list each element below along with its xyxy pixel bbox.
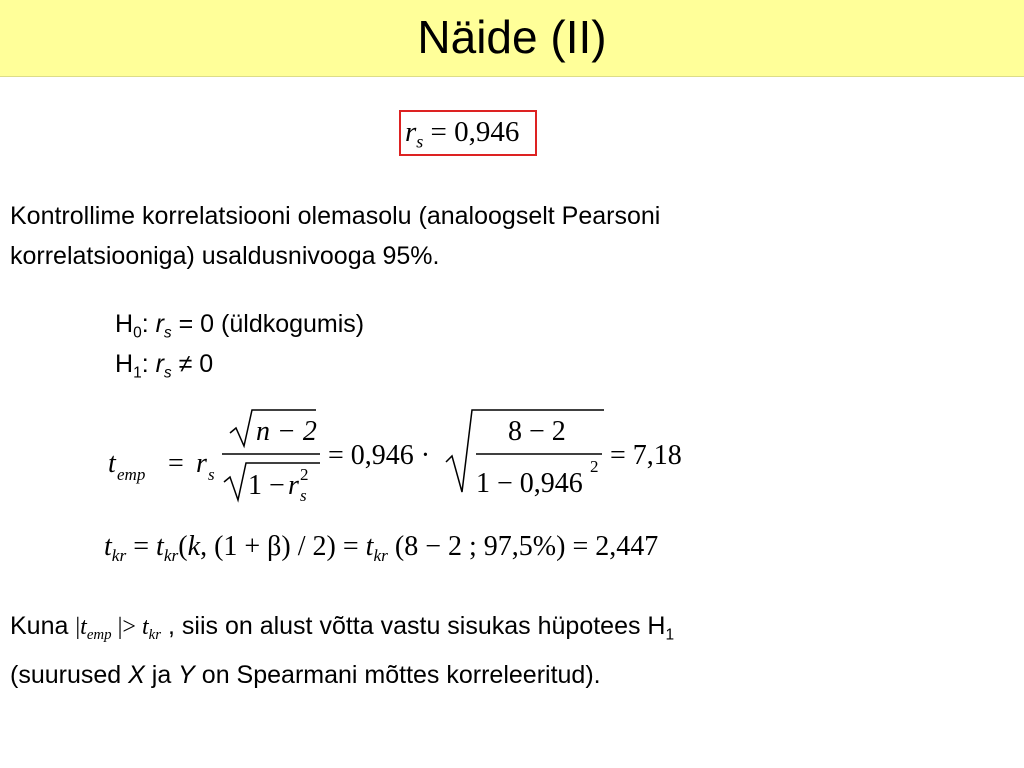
eq2-s2: kr (163, 546, 179, 566)
intro-line-2: korrelatsiooniga) usaldusnivooga 95%. (10, 242, 440, 270)
conc-t-kr: t (141, 614, 149, 640)
h0-op: = 0 (178, 310, 215, 338)
conc-t-emp: t (80, 614, 87, 640)
conc-l2-b: on Spearmani mõttes korreleeritud). (194, 661, 601, 690)
eq1-eq: = (168, 448, 184, 479)
conc-ja: ja (144, 661, 179, 690)
conc-kr-sub: kr (148, 627, 162, 644)
rs-sub: s (416, 131, 424, 152)
h0-var-sub: s (163, 324, 172, 342)
conc-y: Y (178, 661, 195, 690)
intro-line-1: Kontrollime korrelatsiooni olemasolu (analoogselt Pearsoni (10, 202, 661, 230)
eq1-result: = 7,18 (610, 440, 682, 471)
eq1-lhs-var: t (108, 448, 116, 479)
eq2-s3: kr (373, 546, 388, 566)
conc-x: X (128, 661, 145, 690)
t-kr-equation (104, 530, 658, 573)
sqrt-2 (446, 410, 604, 492)
rs-eq: = (430, 116, 447, 148)
h0-sub: 0 (133, 324, 142, 342)
rs-value-formula (405, 114, 519, 159)
h0-note: (üldkogumis) (221, 310, 365, 338)
rs-var: r (405, 116, 417, 148)
conclusion-kuna: Kuna (10, 612, 69, 640)
eq1-rs-sub: s (208, 465, 215, 484)
eq1-lhs-sub: emp (117, 465, 146, 484)
conclusion-rest: , siis on alust võtta vastu sisukas hüpotees H (168, 612, 666, 640)
eq2-eq-b: = (342, 531, 359, 562)
eq2-args1-rest: , (1 + β) / 2) (200, 531, 336, 562)
eq2-t2: t (156, 531, 164, 562)
abs-open: | (75, 614, 81, 640)
eq2-t3: t (365, 531, 374, 562)
conclusion-paragraph (10, 606, 1000, 695)
h1-op: ≠ 0 (178, 350, 214, 378)
eq2-args2: (8 − 2 ; 97,5%) (394, 531, 566, 562)
rs-number: 0,946 (454, 116, 520, 148)
h1-colon: : (141, 350, 149, 378)
conc-emp-sub: emp (86, 627, 112, 644)
eq1-eq2: = 0,946 · (328, 440, 431, 471)
conclusion-inequality (75, 614, 162, 644)
sqrt-den-1 (224, 463, 320, 500)
h0-label: H (115, 310, 134, 338)
eq1-num2: 8 − 2 (508, 416, 566, 447)
eq1-den-prefix: 1 − (248, 470, 285, 501)
conclusion-line-2 (10, 655, 1000, 695)
eq1-den-sup: 2 (300, 465, 309, 484)
abs-close: |> (117, 614, 136, 640)
eq2-args1-open: ( (178, 531, 188, 562)
h1-label: H (115, 350, 134, 378)
h0-var: r (155, 310, 164, 338)
eq2-t1: t (104, 531, 112, 562)
eq2-eq: = (133, 531, 150, 562)
conc-l2-a: (suurused (10, 661, 129, 690)
eq2-s1: kr (111, 546, 127, 566)
h1-var: r (155, 350, 164, 378)
eq2-args1-k: k (187, 531, 201, 562)
h1-sub: 1 (133, 364, 142, 382)
eq2-result: = 2,447 (572, 531, 659, 562)
h1-var-sub: s (163, 364, 172, 382)
eq1-den2: 1 − 0,946 (476, 468, 583, 499)
eq1-den-sub: s (300, 486, 307, 505)
eq1-rs-var: r (196, 448, 207, 479)
sqrt-num-1 (230, 410, 316, 446)
h0-colon: : (141, 310, 149, 338)
conclusion-rest-sub: 1 (665, 626, 675, 644)
eq1-num-expr: n − 2 (256, 416, 317, 447)
hypothesis-h1 (115, 344, 213, 393)
conclusion-line-1 (10, 606, 1000, 655)
eq1-den2-sup: 2 (590, 457, 599, 476)
slide-title: Näide (II) (417, 11, 607, 63)
eq1-den-var: r (288, 470, 299, 501)
intro-paragraph (10, 196, 1000, 276)
